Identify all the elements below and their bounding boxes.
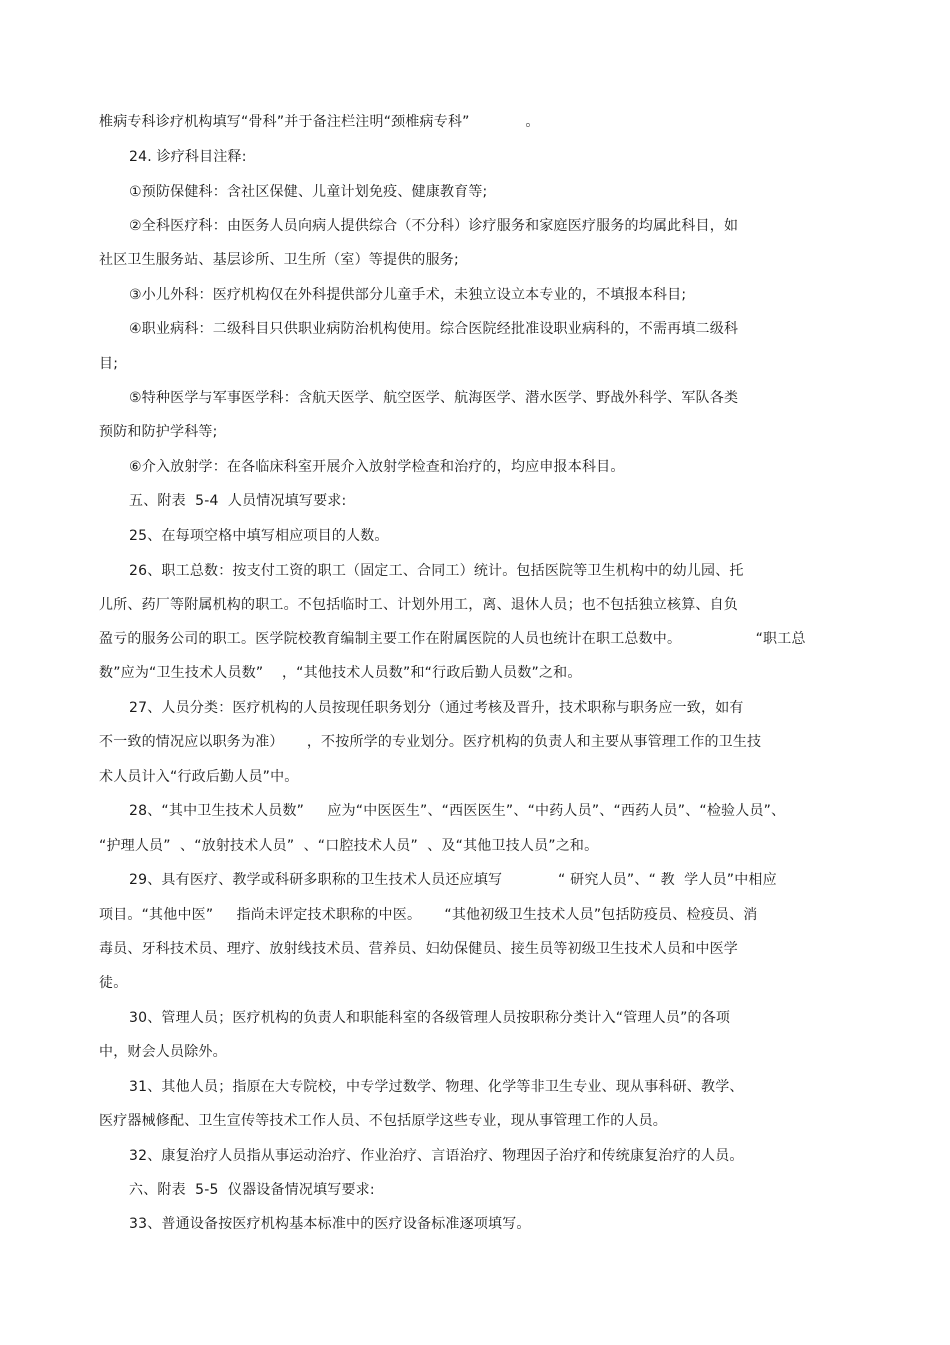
text-line: 29、具有医疗、教学或科研多职称的卫生技术人员还应填写 “ 研究人员”、“ 教 学人员”中相应 [129, 872, 777, 888]
text-line: 毒员、牙科技术员、理疗、放射线技术员、营养员、妇幼保健员、接生员等初级卫生技术人员和中医学 [99, 941, 738, 957]
section-heading: 六、附表 5-5 仪器设备情况填写要求: [129, 1182, 375, 1198]
section-heading: 24. 诊疗科目注释: [129, 149, 247, 165]
text-line: 徒。 [99, 975, 128, 991]
text-line: 数”应为“卫生技术人员数” ，“其他技术人员数”和“行政后勤人员数”之和。 [99, 665, 582, 681]
text-line: 中，财会人员除外。 [99, 1044, 227, 1060]
section-heading: 五、附表 5-4 人员情况填写要求: [129, 493, 347, 509]
text-line: 31、其他人员；指原在大专院校，中专学过数学、物理、化学等非卫生专业、现从事科研、教学、 [129, 1079, 744, 1095]
text-line: 25、在每项空格中填写相应项目的人数。 [129, 528, 389, 544]
text-line: 术人员计入“行政后勤人员”中。 [99, 769, 299, 785]
text-line: ②全科医疗科：由医务人员向病人提供综合（不分科）诊疗服务和家庭医疗服务的均属此科目，如 [129, 218, 739, 234]
text-line: 不一致的情况应以职务为准） ，不按所学的专业划分。医疗机构的负责人和主要从事管理工作的卫生技 [99, 734, 762, 750]
text-line: 社区卫生服务站、基层诊所、卫生所（室）等提供的服务; [99, 252, 459, 268]
text-line: 目; [99, 356, 119, 372]
text-line: 医疗器械修配、卫生宣传等技术工作人员、不包括原学这些专业，现从事管理工作的人员。 [99, 1113, 667, 1129]
text-line: 儿所、药厂等附属机构的职工。不包括临时工、计划外用工，离、退休人员；也不包括独立核算、自负 [99, 597, 738, 613]
text-line: ⑤特种医学与军事医学科：含航天医学、航空医学、航海医学、潜水医学、野战外科学、军队各类 [129, 390, 739, 406]
text-line: “护理人员” 、“放射技术人员” 、“口腔技术人员” 、及“其他卫技人员”之和。 [99, 838, 599, 854]
text-line: 30、管理人员；医疗机构的负责人和职能科室的各级管理人员按职称分类计入“管理人员”的各项 [129, 1010, 731, 1026]
text-line: ③小儿外科：医疗机构仅在外科提供部分儿童手术，未独立设立本专业的，不填报本科目; [129, 287, 687, 303]
text-line: ④职业病科：二级科目只供职业病防治机构使用。综合医院经批准设职业病科的，不需再填二级科 [129, 321, 739, 337]
text-line: 33、普通设备按医疗机构基本标准中的医疗设备标准逐项填写。 [129, 1216, 531, 1232]
text-line: 32、康复治疗人员指从事运动治疗、作业治疗、言语治疗、物理因子治疗和传统康复治疗的人员。 [129, 1148, 744, 1164]
text-line: 项目。“其他中医” 指尚未评定技术职称的中医。 “其他初级卫生技术人员”包括防疫员、检疫员、消 [99, 907, 758, 923]
text-line: ①预防保健科：含社区保健、儿童计划免疫、健康教育等; [129, 184, 488, 200]
text-line: 椎病专科诊疗机构填写“骨科”并于备注栏注明“颈椎病专科” 。 [99, 114, 540, 130]
text-line: ⑥介入放射学：在各临床科室开展介入放射学检查和治疗的，均应申报本科目。 [129, 459, 625, 475]
text-line: 26、职工总数：按支付工资的职工（固定工、合同工）统计。包括医院等卫生机构中的幼儿园、托 [129, 563, 744, 579]
text-line: 27、人员分类：医疗机构的人员按现任职务划分（通过考核及晋升，技术职称与职务应一致，如有 [129, 700, 744, 716]
text-line: 盈亏的服务公司的职工。医学院校教育编制主要工作在附属医院的人员也统计在职工总数中。 “职工总 [99, 631, 806, 647]
text-line: 预防和防护学科等; [99, 424, 218, 440]
text-line: 28、“其中卫生技术人员数” 应为“中医医生”、“西医医生”、“中药人员”、“西药人员”、“检验人员”、 [129, 803, 786, 819]
